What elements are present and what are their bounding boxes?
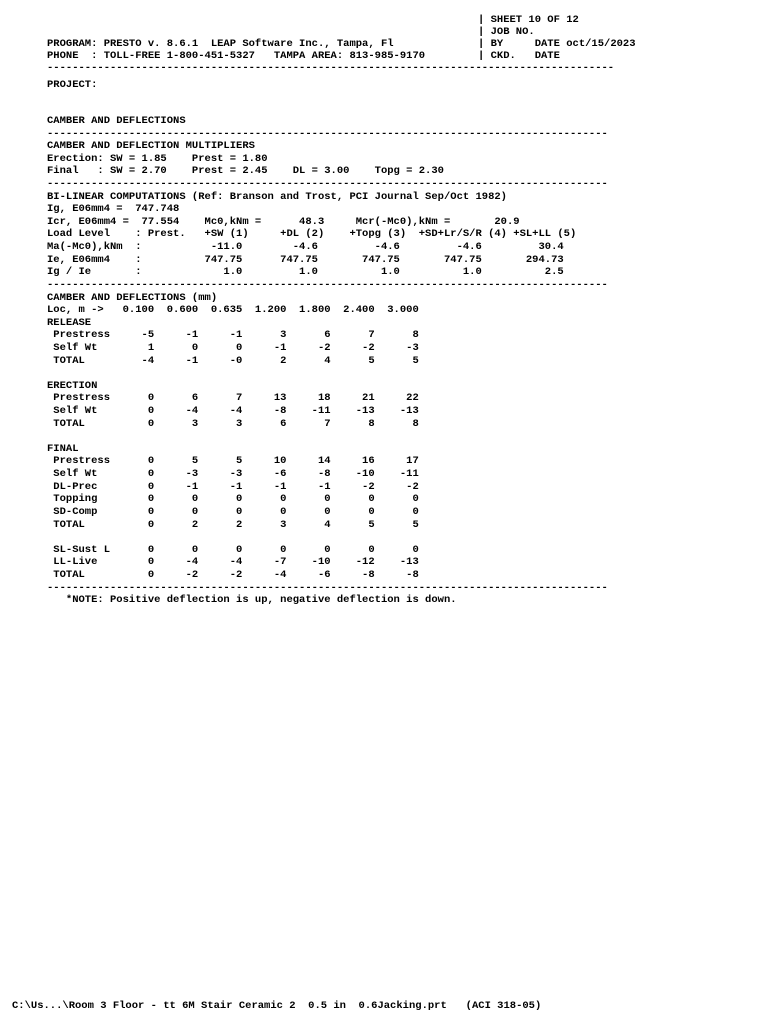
report-line: Topping 0 0 0 0 0 0 0	[47, 493, 419, 506]
job-number: | JOB NO.	[478, 26, 535, 38]
report-line: SL-Sust L 0 0 0 0 0 0 0	[47, 543, 419, 556]
report-line: Load Level : Prest. +SW (1) +DL (2) +Topg (3) +SD+Lr/S/R (4) +SL+LL (5)	[47, 228, 577, 241]
report-line: LL-Live 0 -4 -4 -7 -10 -12 -13	[47, 556, 419, 569]
report-line: FINAL	[47, 442, 79, 455]
report-line: Icr, E06mm4 = 77.554 Mc0,kNm = 48.3 Mcr(-Mc0),kNm = 20.9	[47, 215, 520, 228]
report-line: Prestress -5 -1 -1 3 6 7 8	[47, 329, 419, 342]
report-line: CAMBER AND DEFLECTIONS (mm)	[47, 291, 218, 304]
report-line	[47, 531, 608, 544]
report-line: Prestress 0 6 7 13 18 21 22	[47, 392, 419, 405]
project-label: PROJECT:	[47, 79, 98, 91]
report-line: Ma(-Mc0),kNm : -11.0 -4.6 -4.6 -4.6 30.4	[47, 241, 564, 254]
report-line: SD-Comp 0 0 0 0 0 0 0	[47, 505, 419, 518]
report-line: Prestress 0 5 5 10 14 16 17	[47, 455, 419, 468]
report-line: Ie, E06mm4 : 747.75 747.75 747.75 747.75 294.73	[47, 253, 564, 266]
report-line	[47, 430, 608, 443]
report-line: Self Wt 0 -3 -3 -6 -8 -10 -11	[47, 468, 419, 481]
report-line: -----------------------------------------------------------------------------------------	[47, 278, 608, 291]
report-line: CAMBER AND DEFLECTIONS	[47, 115, 186, 127]
phone-line: PHONE : TOLL-FREE 1-800-451-5327 TAMPA AREA: 813-985-9170	[47, 50, 426, 62]
footer-file-path: C:\Us...\Room 3 Floor - tt 6M Stair Ceramic 2 0.5 in 0.6Jacking.prt (ACI 318-05)	[12, 1000, 542, 1012]
report-line: RELEASE	[47, 316, 92, 329]
report-line: -----------------------------------------------------------------------------------------	[47, 581, 608, 594]
report-line: TOTAL 0 2 2 3 4 5 5	[47, 518, 419, 531]
sheet-number: | SHEET 10 OF 12	[478, 14, 579, 26]
report-line: DL-Prec 0 -1 -1 -1 -1 -2 -2	[47, 480, 419, 493]
report-line: *NOTE: Positive deflection is up, negative deflection is down.	[47, 594, 457, 607]
report-line: Final : SW = 2.70 Prest = 2.45 DL = 3.00 Topg = 2.30	[47, 165, 444, 178]
checked-date: | CKD. DATE	[478, 50, 560, 62]
report-line	[47, 367, 608, 380]
report-line: -----------------------------------------------------------------------------------------	[47, 178, 608, 191]
report-line: Loc, m -> 0.100 0.600 0.635 1.200 1.800 2.400 3.000	[47, 304, 419, 317]
report-line: ERECTION	[47, 379, 98, 392]
report-line: TOTAL 0 3 3 6 7 8 8	[47, 417, 419, 430]
report-line: CAMBER AND DEFLECTION MULTIPLIERS	[47, 140, 255, 153]
report-line: Ig, E06mm4 = 747.748	[47, 203, 180, 216]
program-line: PROGRAM: PRESTO v. 8.6.1 LEAP Software Inc., Tampa, Fl	[47, 38, 394, 50]
report-line: TOTAL 0 -2 -2 -4 -6 -8 -8	[47, 568, 419, 581]
report-line: TOTAL -4 -1 -0 2 4 5 5	[47, 354, 419, 367]
report-line: -----------------------------------------------------------------------------------------	[47, 127, 608, 140]
report-line: Erection: SW = 1.85 Prest = 1.80	[47, 152, 268, 165]
report-line: BI-LINEAR COMPUTATIONS (Ref: Branson and Trost, PCI Journal Sep/Oct 1982)	[47, 190, 507, 203]
header-rule: ------------------------------------------------------------------------------------------	[47, 62, 615, 74]
by-date: | BY DATE oct/15/2023	[478, 38, 636, 50]
report-line: Self Wt 0 -4 -4 -8 -11 -13 -13	[47, 405, 419, 418]
sheet-info-block	[478, 14, 636, 62]
report-line: Self Wt 1 0 0 -1 -2 -2 -3	[47, 341, 419, 354]
camber-deflection-report	[47, 115, 608, 607]
report-line: Ig / Ie : 1.0 1.0 1.0 1.0 2.5	[47, 266, 564, 279]
